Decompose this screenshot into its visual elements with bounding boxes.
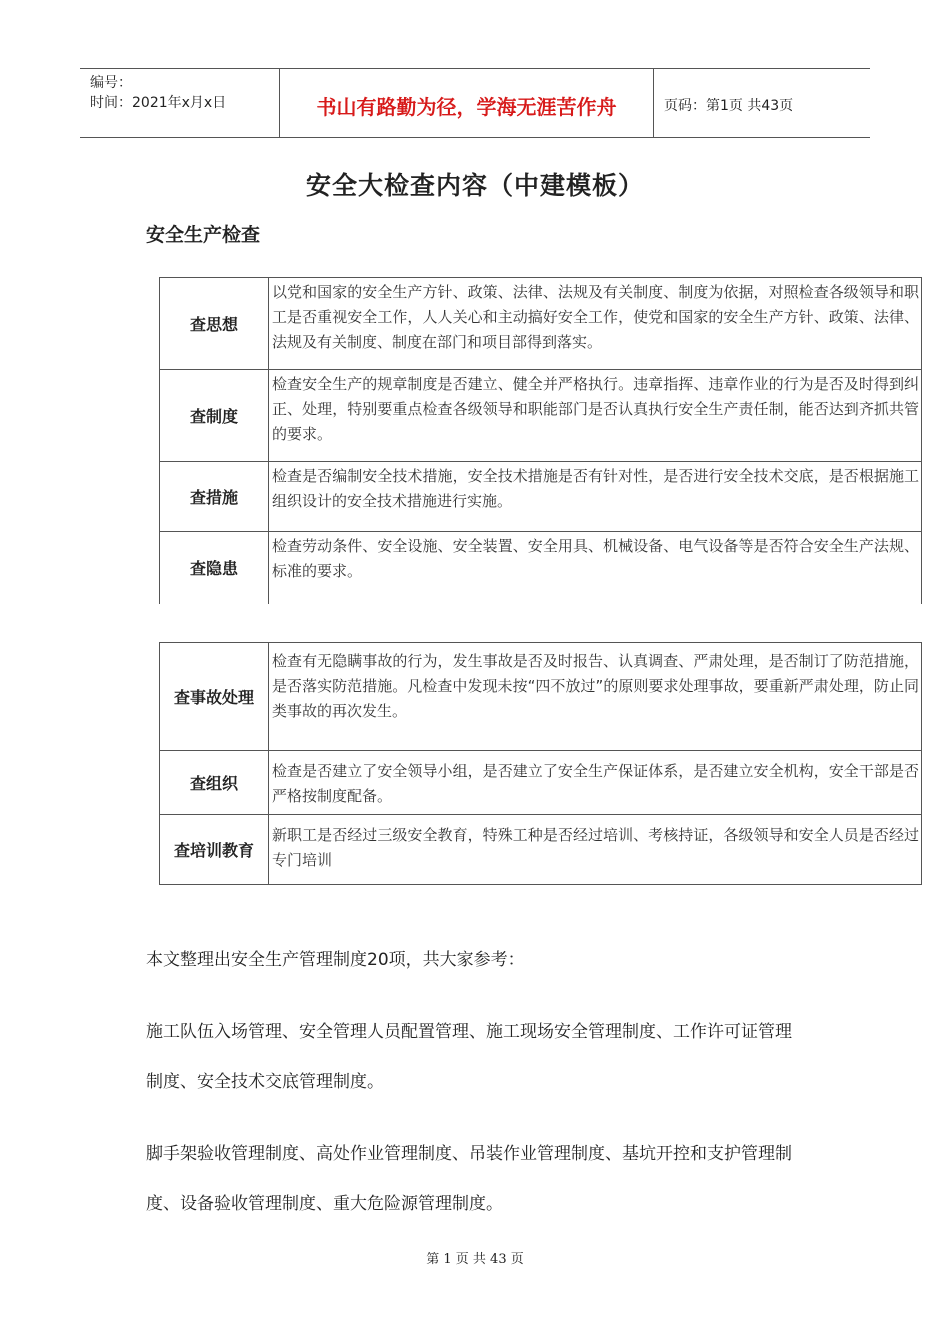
row-value: 检查有无隐瞒事故的行为，发生事故是否及时报告、认真调查、严肃处理，是否制订了防范措施，是否落实防范措施。凡检查中发现未按“四不放过”的原则要求处理事故，要重新严肃处理，防止同类事故的再次发生。 (269, 643, 922, 751)
row-value: 检查是否编制安全技术措施，安全技术措施是否有针对性，是否进行安全技术交底，是否根据施工组织设计的安全技术措施进行实施。 (269, 462, 922, 532)
row-key: 查隐患 (160, 532, 269, 604)
row-key: 查措施 (160, 462, 269, 532)
page-header (80, 68, 870, 138)
table-row (160, 462, 922, 532)
table-row (160, 643, 922, 751)
intro-paragraph: 本文整理出安全生产管理制度20项，共大家参考： (146, 950, 525, 970)
header-meta (80, 69, 280, 137)
row-value: 新职工是否经过三级安全教育，特殊工种是否经过培训、考核持证，各级领导和安全人员是否经过专门培训 (269, 815, 922, 885)
table-row (160, 751, 922, 815)
row-key: 查思想 (160, 278, 269, 370)
row-key: 查培训教育 (160, 815, 269, 885)
row-key: 查事故处理 (160, 643, 269, 751)
document-time: 时间：2021年x月x日 (90, 95, 227, 111)
page-footer: 第 1 页 共 43 页 (426, 1252, 524, 1267)
body-paragraph: 脚手架验收管理制度、高处作业管理制度、吊装作业管理制度、基坑开控和支护管理制度、设备验收管理制度、重大危险源管理制度。 (146, 1144, 792, 1214)
inspection-table-2 (159, 642, 922, 885)
header-page-info: 页码：第1页 共43页 (664, 98, 794, 114)
inspection-table-1 (159, 277, 922, 604)
row-value: 检查劳动条件、安全设施、安全装置、安全用具、机械设备、电气设备等是否符合安全生产法规、标准的要求。 (269, 532, 922, 604)
header-motto: 书山有路勤为径，学海无涯苦作舟 (280, 69, 654, 137)
table-row (160, 278, 922, 370)
section-title: 安全生产检查 (146, 224, 261, 246)
row-value: 检查安全生产的规章制度是否建立、健全并严格执行。违章指挥、违章作业的行为是否及时得到纠正、处理，特别要重点检查各级领导和职能部门是否认真执行安全生产责任制，能否达到齐抓共管的要求。 (269, 370, 922, 462)
table-row (160, 815, 922, 885)
table-row (160, 370, 922, 462)
table-row (160, 532, 922, 604)
body-paragraph: 施工队伍入场管理、安全管理人员配置管理、施工现场安全管理制度、工作许可证管理制度、安全技术交底管理制度。 (146, 1022, 792, 1092)
row-value: 检查是否建立了安全领导小组，是否建立了安全生产保证体系，是否建立安全机构，安全干部是否严格按制度配备。 (269, 751, 922, 815)
row-key: 查制度 (160, 370, 269, 462)
row-key: 查组织 (160, 751, 269, 815)
document-title: 安全大检查内容（中建模板） (305, 171, 644, 200)
document-number-label: 编号： (90, 75, 132, 91)
row-value: 以党和国家的安全生产方针、政策、法律、法规及有关制度、制度为依据，对照检查各级领导和职工是否重视安全工作，人人关心和主动搞好安全工作，使党和国家的安全生产方针、政策、法律、法规及有关制度、制度在部门和项目部得到落实。 (269, 278, 922, 370)
